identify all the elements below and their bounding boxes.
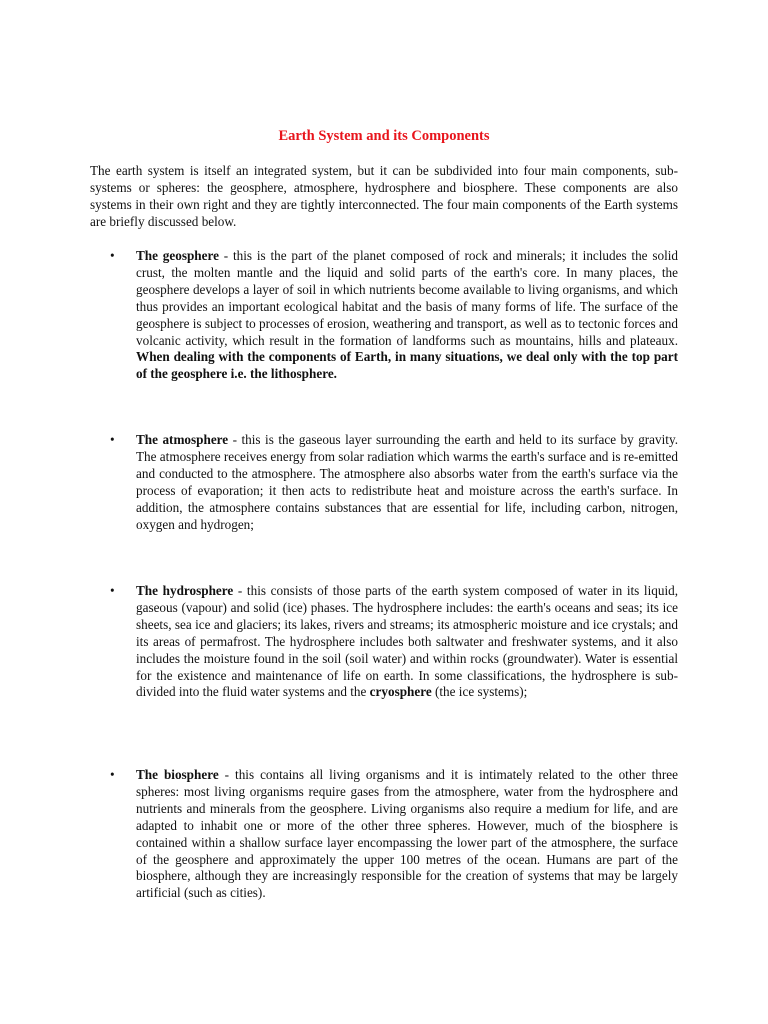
term-description-tail: (the ice systems); <box>431 684 528 700</box>
term-description: - this contains all living organisms and it is intimately related to the other three spheres: most living organisms require gases from the atmosphere, water from the hydrosphere and nutrients and minerals from the geosphere. Living organisms also require a medium for life, and are adapted to inhabit one or more of the other three spheres. However, much of the biosphere is contained within a shallow surface layer encompassing the lower part of the atmosphere, the surface of the geosphere and approximately the upper 100 metres of the ocean. Humans are part of the biosphere, although they are increasingly responsible for the creation of systems that may be largely artificial (such as cities). <box>136 767 678 901</box>
bullet-marker: • <box>110 432 115 447</box>
term-label: The atmosphere <box>136 432 229 447</box>
list-item-geosphere <box>110 248 678 383</box>
intro-paragraph: The earth system is itself an integrated system, but it can be subdivided into four main components, sub-systems or spheres: the geosphere, atmosphere, hydrosphere and biosphere. These components are also systems in their own right and they are tightly interconnected. The four main components of the Earth systems are briefly discussed below. <box>90 163 678 229</box>
term-description: - this is the part of the planet composed of rock and minerals; it includes the solid crust, the molten mantle and the liquid and solid parts of the earth's core. In many places, the geosphere develops a layer of soil in which nutrients become available to living organisms, and which thus provides an important ecological habitat and the basis of many forms of life. The surface of the geosphere is subject to processes of erosion, weathering and transport, as well as to tectonic forces and volcanic activity, which result in the formation of landforms such as mountains, hills and plateaux. <box>136 248 678 348</box>
bullet-marker: • <box>110 248 115 263</box>
term-label: The geosphere <box>136 248 219 263</box>
page-title: Earth System and its Components <box>278 128 490 144</box>
list-item-text <box>136 248 678 383</box>
term-description: - this is the gaseous layer surrounding the earth and held to its surface by gravity. The atmosphere receives energy from solar radiation which warms the earth's surface and is re-emitted and conducted to the atmosphere. The atmosphere also absorbs water from the earth's surface via the process of evaporation; it then acts to redistribute heat and moisture across the earth's surface. In addition, the atmosphere contains substances that are essential for life, including carbon, nitrogen, oxygen and hydrogen; <box>136 432 678 532</box>
emphasis-text: When dealing with the components of Earth, in many situations, we deal only with the top part of the geosphere i.e. the lithosphere. <box>136 349 678 382</box>
bullet-marker: • <box>110 767 115 782</box>
list-item-text <box>136 767 678 902</box>
term-description: - this consists of those parts of the earth system composed of water in its liquid, gaseous (vapour) and solid (ice) phases. The hydrosphere includes: the earth's oceans and seas; its ice sheets, sea ice and glaciers; its lakes, rivers and streams; its atmospheric moisture and ice crystals; and its areas of permafrost. The hydrosphere includes both saltwater and freshwater systems, and it also includes the moisture found in the soil (soil water) and within rocks (groundwater). Water is essential for the existence and maintenance of life on earth. In some classifications, the hydrosphere is sub-divided into the fluid water systems and the <box>136 583 678 700</box>
list-item-atmosphere <box>110 432 678 533</box>
list-item-hydrosphere <box>110 583 678 701</box>
emphasis-text: cryosphere <box>369 684 432 700</box>
bullet-marker: • <box>110 583 115 598</box>
term-label: The biosphere <box>136 767 219 782</box>
list-item-text <box>136 432 678 533</box>
term-label: The hydrosphere <box>136 583 234 598</box>
list-item-text <box>136 583 678 701</box>
list-item-biosphere <box>110 767 678 902</box>
